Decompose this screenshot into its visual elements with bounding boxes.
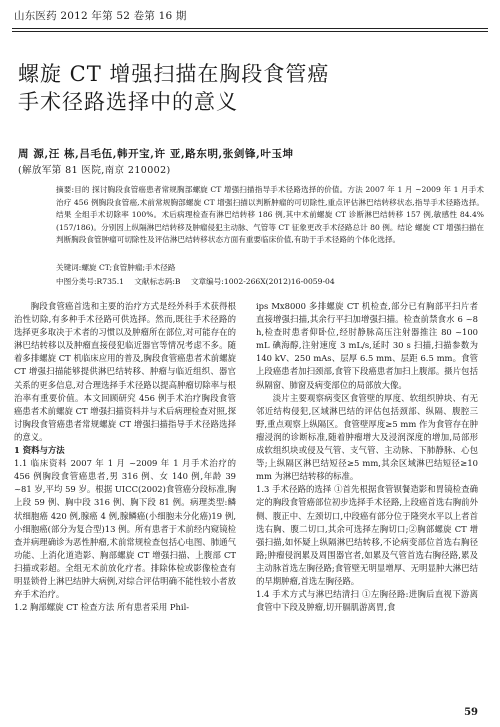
article-number: 文章编号:1002-266X(2012)16-0059-04 <box>190 277 335 286</box>
intro-paragraph: 胸段食管癌首选和主要的治疗方式是经外科手术获得根治性切除,有多种手术径路可供选择。然而,既往手术径路的选择更多取决于术者的习惯以及肿瘤所在部位,对可能存在的淋巴结转移以及肿瘤直接侵犯临近器官等情况考虑不多。随着多排螺旋 CT 机临床应用的普及,胸段食管癌患者术前螺旋 CT 增强扫描能够提供淋巴结转移、肿瘤与临近组织、器官关系的更多信息,对合理选择手术径路以提高肿瘤切除率与根治率有重要价值。本文回顾研究 456 例手术治疗胸段食管癌患者术前螺旋 CT 增强扫描资料并与术后病理检查对照,探讨胸段食管癌患者常规螺旋 CT 增强扫描指导手术径路选择的意义。 <box>14 301 236 442</box>
ct-method-continued: ips Mx8000 多排螺旋 CT 机检查,部分已有胸部平扫片者直接增强扫描,其余行平扫加增强扫描。检查前禁食水 6 ~8 h,检查时患者仰卧位,经肘静脉高压注射器推注 80 ~100 mL 碘海醇,注射速度 3 mL/s,延时 30 s 扫描,扫描参数为 140 kV、250 mAs、层厚 6.5 mm、层距 6.5 mm。食管上段癌患者加扫颈部,食管下段癌患者加扫上腹部。摄片包括纵隔窗、肺窗及病变部位的局部放大像。 <box>256 301 478 390</box>
subsection-1-2: 1.2 胸部螺旋 CT 检查方法 所有患者采用 Phil- <box>14 602 190 613</box>
subsection-1-4: 1.4 手术方式与淋巴结清扫 ①左胸径路:进胸后直视下游离食管中下段及肿瘤,切开膈肌游离胃,食 <box>256 589 478 613</box>
subsection-1-3: 1.3 手术径路的选择 ①首先根据食管钡餐造影和胃镜检查确定的胸段食管癌部位初步选择手术径路,上段癌首选右胸前外侧、腹正中、左颈切口,中段癌有部分位于隆突水平以上者首选右胸、腹二切口,其余可选择左胸切口;②胸部螺旋 CT 增强扫描,如怀疑上纵隔淋巴结转移,不论病变部位首选右胸径路;肿瘤侵润累及周围器官者,如累及气管首选右胸径路,累及主动脉首选左胸径路;食管壁无明显增厚、无明显肿大淋巴结的早期肿瘤,首选左胸径路。 <box>256 484 478 586</box>
title-line-1: 螺旋 CT 增强扫描在胸段食管癌 <box>18 62 330 86</box>
article-meta <box>56 276 335 287</box>
article-title <box>18 60 329 116</box>
page-number: 59 <box>464 707 478 718</box>
authors: 周 源,汪 栋,吕毛伍,韩开宝,许 亚,路东明,张剑锋,叶玉坤 <box>18 148 294 160</box>
subsection-1-1: 1.1 临床资料 2007 年 1 月 ~2009 年 1 月手术治疗的 456 例胸段食管癌患者,男 316 例、女 140 例,年龄 39 ~81 岁,平均 59 岁。根据 UICC(2002)食管癌分段标准,胸上段 59 例、胸中段 316 例、胸下段 81 例。病理类型:鳞状细胞癌 420 例,腺癌 4 例,腺鳞癌(小细胞未分化癌)19 例,小细胞癌(部分为复合型)13 例。所有患者于术前经内窥镜检查并病理确诊为恶性肿瘤,术前常规检查包括心电图、肺通气功能、上消化道造影、胸部螺旋 CT 增强扫描、上腹部 CT 扫描或彩超。全组无术前放化疗者。排除体检或影像检查有明显锁骨上淋巴结肿大病例,对综合评估明确不能性较小者放弃手术治疗。 <box>14 458 236 600</box>
section-heading-1: 1 资料与方法 <box>14 445 65 456</box>
left-column <box>14 300 236 614</box>
ct-reading-paragraph: 淡片主要观察病变区食管壁的厚度、软组织肿块、有无邻近结构侵犯,区域淋巴结的评估包括颈部、纵隔、腹腔三野,重点观察上纵隔区。食管壁厚度≥5 mm 作为食管存在肿瘤浸润的诊断标准,随着肿瘤增大及浸润深度的增加,局部形成软组织块或侵及气管、支气管、主动脉、下肺静脉、心包等;上纵隔区淋巴结短径≥5 mm,其余区域淋巴结短径≥10 mm 为淋巴结转移的标准。 <box>256 392 478 482</box>
affiliation: (解放军第 81 医院,南京 210002) <box>18 165 171 176</box>
header-rule <box>12 28 488 29</box>
journal-header: 山东医药 2012 年第 52 卷第 16 期 <box>14 10 187 22</box>
header-rule-thin <box>12 31 488 32</box>
title-line-2: 手术径路选择中的意义 <box>18 90 238 114</box>
right-column <box>256 300 478 614</box>
document-code: 文献标志码:B <box>134 277 181 286</box>
keywords: 关键词:螺旋 CT;食管肿瘤;手术径路 <box>56 263 176 272</box>
abstract: 摘要:目的 探讨胸段食管癌患者常规胸部螺旋 CT 增强扫描指导手术径路选择的价值。方法 2007 年 1 月 ~2009 年 1 月手术治疗 456 例胸段食管癌,术前常规胸部螺旋 CT 增强扫描以判断肿瘤的可切除性,重点评估淋巴结转移状态,指导手术径路选择。结果 全组手术切除率 100%。术后病理检查有淋巴结转移 186 例,其中术前螺旋 CT 诊断淋巴结转移 157 例,敏感性 84.4%(157/186)。分别因上纵隔淋巴结转移及肿瘤侵犯主动脉、气管等 CT 征象更改手术径路总计 80 例。结论 螺旋 CT 增强扫描在判断胸段食管肿瘤可切除性及评估淋巴结转移状态方面有重要临床价值,有助于手术径路的个体化选择。 <box>56 185 484 244</box>
classification-number: 中图分类号:R735.1 <box>56 277 124 286</box>
